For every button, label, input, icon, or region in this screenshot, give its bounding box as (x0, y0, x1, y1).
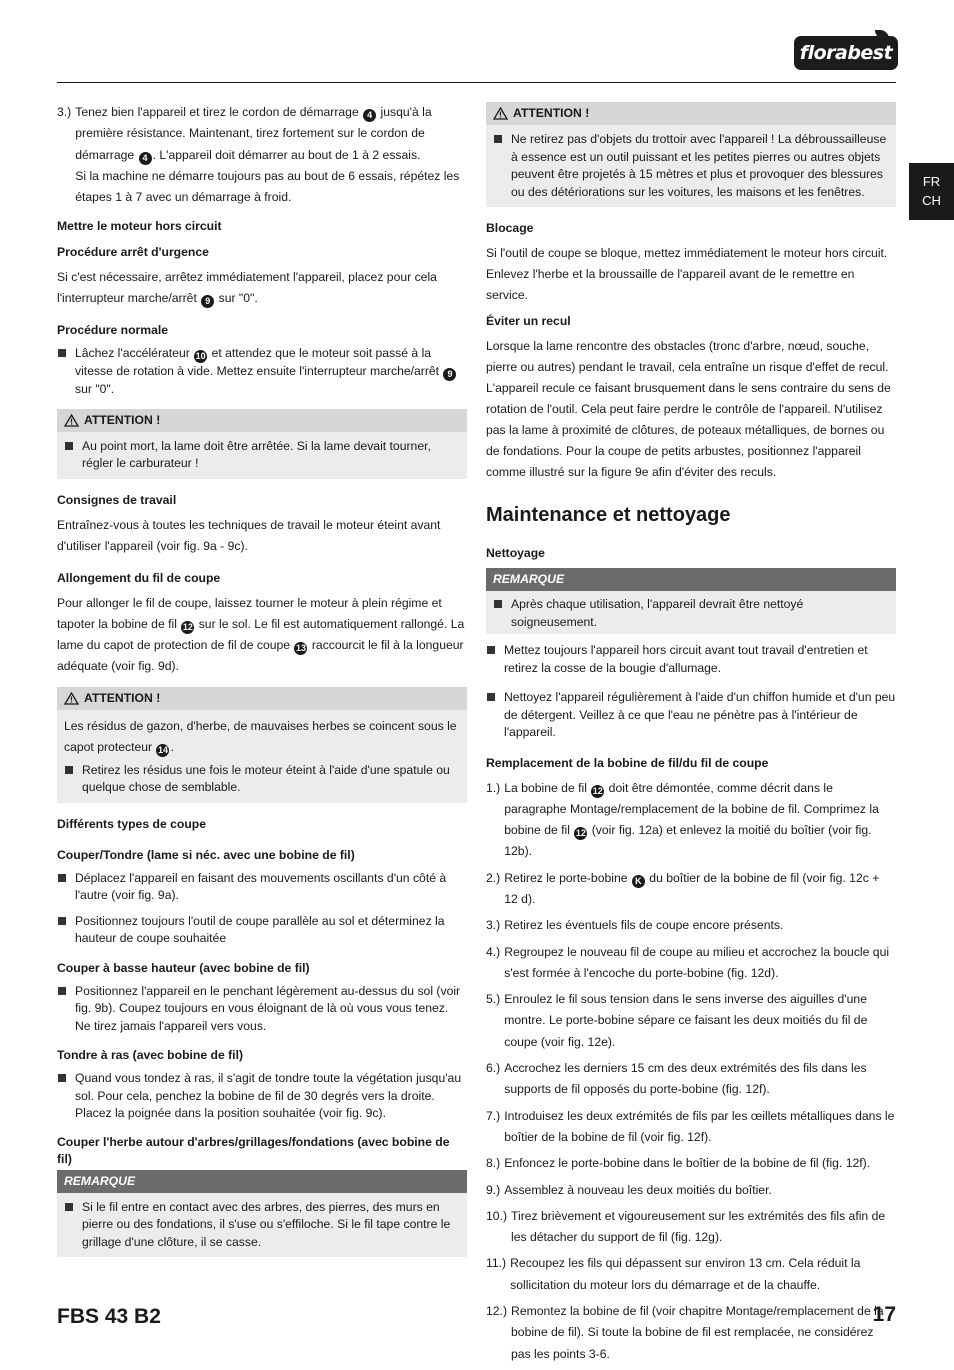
heading-cut-types: Différents types de coupe (57, 816, 206, 831)
heading-low-cut: Couper à basse hauteur (avec bobine de fil) (57, 960, 310, 975)
list-item: Positionnez toujours l'outil de coupe parallèle au sol et déterminez la hauteur de coupe souhaitée (57, 913, 467, 948)
list-item: Après chaque utilisation, l'appareil devrait être nettoyé soigneusement. (493, 596, 889, 631)
warning-triangle-icon (64, 692, 79, 705)
warning-triangle-icon (64, 414, 79, 427)
heading-trees: Couper l'herbe autour d'arbres/grillages/fondations (avec bobine de fil) (57, 1134, 450, 1166)
list-item: Nettoyez l'appareil régulièrement à l'aide d'un chiffon humide et d'un peu de détergent. Veillez à ce que l'eau ne pénètre pas à l'intérieur de l'appareil. (486, 689, 896, 742)
bullet-square-icon (57, 983, 75, 1036)
marker-9: 9 (443, 368, 456, 381)
heading-emergency: Procédure arrêt d'urgence (57, 245, 209, 260)
section-title: Maintenance et nettoyage (486, 504, 731, 526)
marker-4: 4 (363, 109, 376, 122)
heading-replace-spool: Remplacement de la bobine de fil/du fil de coupe (486, 755, 769, 770)
kickback-text: Lorsque la lame rencontre des obstacles (tronc d'arbre, nœud, souche, pierre ou autres) pendant le travail, cela entraîne un risque d'effet de recul. L'appareil recule ce faisant brusquement dans le sens contraire du sens de rotation de l'outil. Cela peut faire perdre le contrôle de l'appareil. N'utilisez pas la lame à proximité de clôtures, de poteaux métalliques, de bornes ou de fondations. Pour la coupe de petits arbustes, positionnez l'appareil comme illustré sur la figure 9e afin d'éviter des reculs. (486, 339, 891, 479)
step-8: 8.) Enfoncez le porte-bobine dans le boîtier de la bobine de fil (fig. 12f). (486, 1156, 871, 1171)
warning-triangle-icon (493, 107, 508, 120)
marker-10: 10 (195, 351, 206, 362)
bullet-square-icon (486, 689, 504, 742)
step-10: 10.) Tirez brièvement et vigoureusement sur les extrémités des fils afin de les détacher du support de fil (fig. 12g). (486, 1208, 886, 1245)
work-text: Entraînez-vous à toutes les techniques de travail le moteur éteint avant d'utiliser l'appareil (voir fig. 9a - 9c). (57, 517, 441, 553)
bullet-square-icon (57, 870, 75, 905)
list-item: Lâchez l'accélérateur 10 et attendez que le moteur soit passé à la vitesse de rotation à vide. Mettez ensuite l'interrupteur marche/arrêt 9 sur "0". (57, 345, 467, 399)
bullet-square-icon (493, 131, 511, 201)
language-fr: FR (922, 174, 941, 189)
bullet-square-icon (64, 762, 82, 797)
heading-kickback: Éviter un recul (486, 314, 571, 328)
step-6: 6.) Accrochez les derniers 15 cm des deux extrémités des fils dans les supports de fil opposés du porte-bobine (fig. 12f). (486, 1061, 867, 1097)
list-item: Déplacez l'appareil en faisant des mouvements oscillants d'un côté à l'autre (voir fig. 9a). (57, 870, 467, 905)
marker-4: 4 (139, 152, 152, 165)
list-item: Si le fil entre en contact avec des arbres, des pierres, des murs en pierre ou des fondations, il s'use ou s'effiloche. Si le fil tape contre le grillage d'une clôture, il se casse. (64, 1199, 460, 1252)
step-1: 1.) La bobine de fil 12 doit être démontée, comme décrit dans le paragraphe Montage/remplacement de la bobine de fil. Comprimez la bobine de fil 12 (voir fig. 12a) et enlevez la moitié du boîtier (voir fig. 12b). (486, 780, 879, 859)
marker-12: 12 (592, 785, 603, 796)
blocking-text: Si l'outil de coupe se bloque, mettez immédiatement le moteur hors circuit. Enlevez l'herbe et la broussaille de l'appareil avant de le remettre en service. (486, 246, 888, 302)
left-column (57, 102, 467, 1265)
step-3: 3.) Tenez bien l'appareil et tirez le cordon de démarrage 4 jusqu'à la première résistance. Maintenant, tirez fortement sur le cordon de démarrage 4 . L'appareil doit démarrer au bout de 1 à 2 essais. Si la machine ne démarre toujours pas au bout de 6 essais, répétez les étapes 1 à 7 avec un démarrage à froid. (57, 105, 460, 205)
marker-12: 12 (182, 621, 193, 632)
step-5: 5.) Enroulez le fil sous tension dans le sens inverse des aiguilles d'une montre. Le porte-bobine sépare ce faisant les deux moitiés du fil de coupe (voir fig. 12e). (486, 992, 868, 1049)
language-ch: CH (922, 193, 941, 208)
model-number: FBS 43 B2 (57, 1305, 161, 1328)
step-9: 9.) Assemblez à nouveau les deux moitiés du boîtier. (486, 1182, 772, 1197)
bullet-square-icon (57, 1070, 75, 1123)
header-rule (57, 82, 896, 83)
marker-k: K (632, 875, 645, 888)
emergency-text: Si c'est nécessaire, arrêtez immédiatement l'appareil, placez pour cela l'interrupteur marche/arrêt 9 sur "0". (57, 270, 437, 307)
list-item: Mettez toujours l'appareil hors circuit avant tout travail d'entretien et retirez la cosse de la bougie d'allumage. (486, 642, 896, 677)
heading-work: Consignes de travail (57, 492, 177, 507)
step-3: 3.) Retirez les éventuels fils de coupe encore présents. (486, 918, 784, 933)
right-column (486, 102, 896, 1370)
step-11: 11.) Recoupez les fils qui dépassent sur environ 13 cm. Cela réduit la sollicitation du moteur lors du démarrage et de la chauffe. (486, 1256, 861, 1292)
bullet-square-icon (64, 438, 82, 473)
florabest-logo: florabest (794, 36, 898, 70)
bullet-square-icon (486, 642, 504, 677)
heading-cut: Couper/Tondre (lame si néc. avec une bobine de fil) (57, 847, 355, 862)
attention-box: ATTENTION ! Ne retirez pas d'objets du trottoir avec l'appareil ! La débroussailleuse à essence est un outil puissant et les petites pierres ou autres objets peuvent être projetés à 15 mètres et plus et provoquer des blessures ou des détériorations sur les voitures, les maisons et les fenêtres. (486, 102, 896, 207)
list-item: Quand vous tondez à ras, il s'agit de tondre toute la végétation jusqu'au sol. Pour cela, penchez la bobine de fil de 30 degrés vers la droite. Placez la poignée dans la position souhaitée (voir fig. 9c). (57, 1070, 467, 1123)
list-item: Ne retirez pas d'objets du trottoir avec l'appareil ! La débroussailleuse à essence est un outil puissant et les petites pierres ou autres objets peuvent être projetés à 15 mètres et plus et provoquer des blessures ou des détériorations sur les voitures, les maisons et les fenêtres. (493, 131, 889, 201)
step-12: 12.) Remontez la bobine de fil (voir chapitre Montage/remplacement de la bobine de fil). Si toute la bobine de fil est remplacée, ne considérez pas les points 3-6. (486, 1304, 884, 1361)
extend-text: Pour allonger le fil de coupe, laissez tourner le moteur à plein régime et tapoter la bobine de fil 12 sur le sol. Le fil est automatiquement rallongé. La lame du capot de protection de fil de coupe 13 raccourcit le fil à la longueur adéquate (voir fig. 9d). (57, 595, 465, 673)
step-2: 2.) Retirez le porte-bobine K du boîtier de la bobine de fil (voir fig. 12c + 12 d). (486, 870, 880, 906)
marker-13: 13 (295, 642, 306, 653)
language-tab (909, 163, 954, 220)
bullet-square-icon (57, 345, 75, 399)
page-number: 17 (872, 1303, 896, 1326)
leaf-icon (875, 30, 889, 39)
bullet-square-icon (57, 913, 75, 948)
step-7: 7.) Introduisez les deux extrémités de fils par les œillets métalliques dans le boîtier de la bobine de fil (voir fig. 12f). (486, 1108, 895, 1144)
attention-box: ATTENTION ! Les résidus de gazon, d'herbe, de mauvaises herbes se coincent sous le capot protecteur 14 . Retirez les résidus une fois le moteur éteint à l'aide d'une spatule ou quelque chose de semblable. (57, 687, 467, 803)
heading-blocking: Blocage (486, 221, 534, 235)
list-item: Positionnez l'appareil en le penchant légèrement au-dessus du sol (voir fig. 9b). Coupez toujours en vous éloignant de là où vous vous tenez. Ne tirez jamais l'appareil vers vous. (57, 983, 467, 1036)
list-item: Retirez les résidus une fois le moteur éteint à l'aide d'une spatule ou quelque chose de semblable. (64, 762, 460, 797)
heading-extend-line: Allongement du fil de coupe (57, 570, 221, 585)
marker-9: 9 (201, 295, 214, 308)
note-box: REMARQUE Si le fil entre en contact avec des arbres, des pierres, des murs en pierre ou des fondations, il s'use ou s'effiloche. Si le fil tape contre le grillage d'une clôture, il se casse. (57, 1170, 467, 1258)
attention-box: ATTENTION ! Au point mort, la lame doit être arrêtée. Si la lame devait tourner, régler le carburateur ! (57, 409, 467, 479)
heading-cleaning: Nettoyage (486, 546, 545, 560)
heading-flush-cut: Tondre à ras (avec bobine de fil) (57, 1048, 244, 1063)
bullet-square-icon (64, 1199, 82, 1252)
note-box: REMARQUE Après chaque utilisation, l'appareil devrait être nettoyé soigneusement. (486, 568, 896, 634)
heading-stop-engine: Mettre le moteur hors circuit (57, 219, 222, 234)
marker-12: 12 (575, 828, 586, 839)
list-item: Au point mort, la lame doit être arrêtée. Si la lame devait tourner, régler le carburateur ! (64, 438, 460, 473)
heading-normal: Procédure normale (57, 323, 169, 338)
bullet-square-icon (493, 596, 511, 631)
step-4: 4.) Regroupez le nouveau fil de coupe au milieu et accrochez la boucle qui s'est formée à l'encoche du porte-bobine (fig. 12d). (486, 944, 890, 980)
marker-14: 14 (157, 744, 168, 755)
